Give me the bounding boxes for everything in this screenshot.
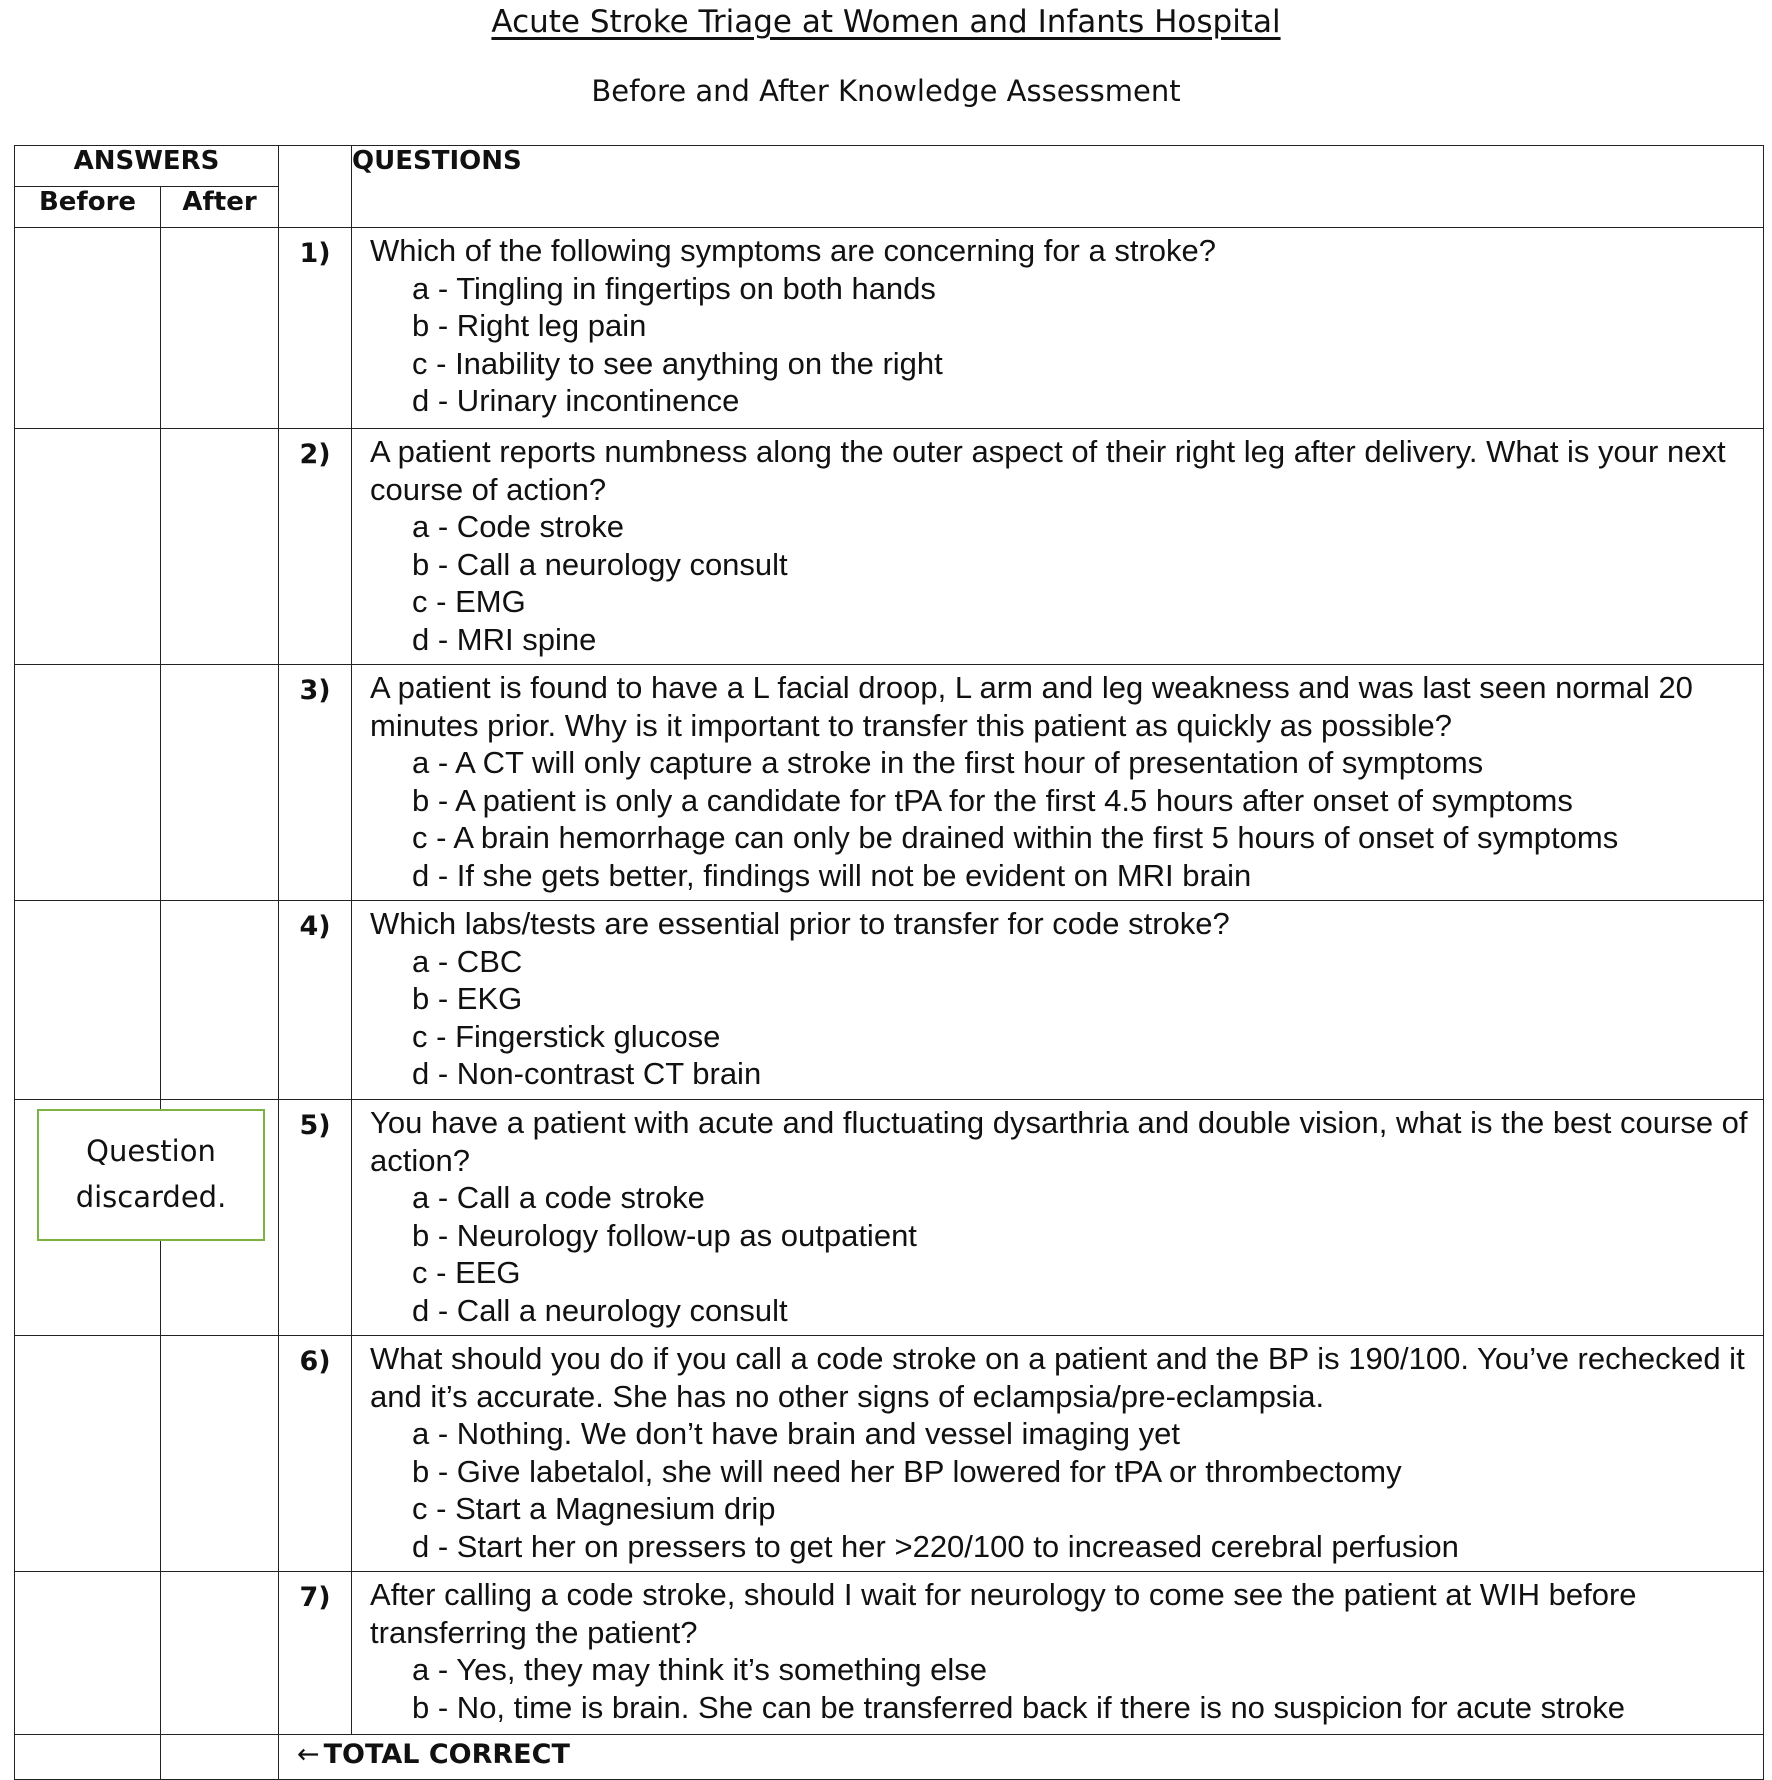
document-title: Acute Stroke Triage at Women and Infants Hospital <box>491 4 1281 40</box>
answer-option: d - Start her on pressers to get her >220/100 to increased cerebral perfusion <box>412 1528 1459 1564</box>
answer-option: b - Neurology follow-up as outpatient <box>412 1217 917 1253</box>
before-header: Before <box>15 187 161 228</box>
discard-note-line: Question <box>86 1134 216 1168</box>
number-header <box>279 146 352 228</box>
header-row <box>15 146 1764 187</box>
answer-option: d - MRI spine <box>412 621 597 657</box>
answer-option: d - Call a neurology consult <box>412 1292 788 1328</box>
answer-option: b - A patient is only a candidate for tPA for the first 4.5 hours after onset of symptoms <box>412 782 1573 818</box>
answer-option: b - Give labetalol, she will need her BP lowered for tPA or thrombectomy <box>412 1453 1402 1489</box>
question-row <box>15 1100 1764 1336</box>
question-text: What should you do if you call a code stroke on a patient and the BP is 190/100. You’ve rechecked it and it’s accurate. She has no other signs of eclampsia/pre-eclampsia. <box>370 1341 1745 1414</box>
answer-option: d - Urinary incontinence <box>412 383 740 418</box>
answer-option: c - Inability to see anything on the right <box>412 345 943 381</box>
answer-option: b - No, time is brain. She can be transferred back if there is no suspicion for acute stroke <box>412 1689 1626 1725</box>
question-row <box>15 665 1764 901</box>
question-number: 2) <box>279 429 352 665</box>
total-row <box>15 1735 1764 1780</box>
document-subtitle: Before and After Knowledge Assessment <box>591 74 1181 108</box>
answer-option: a - Yes, they may think it’s something else <box>412 1652 987 1687</box>
question-cell <box>352 901 1764 1100</box>
answer-option: d - Non-contrast CT brain <box>412 1056 762 1091</box>
after-answer-cell[interactable] <box>161 429 279 665</box>
total-correct-label: TOTAL CORRECT <box>323 1739 570 1770</box>
answer-option: a - A CT will only capture a stroke in the first hour of presentation of symptoms <box>412 745 1484 780</box>
question-row <box>15 429 1764 665</box>
question-cell <box>352 429 1764 665</box>
question-row <box>15 1336 1764 1572</box>
answer-option: b - Call a neurology consult <box>412 546 788 582</box>
before-answer-cell[interactable] <box>15 429 161 665</box>
after-answer-cell[interactable] <box>161 1572 279 1735</box>
questions-header: QUESTIONS <box>352 146 1764 228</box>
question-row <box>15 901 1764 1100</box>
answer-option: b - Right leg pain <box>412 308 647 343</box>
answer-option: c - EMG <box>412 584 526 619</box>
answer-option: c - Fingerstick glucose <box>412 1018 721 1054</box>
question-text: After calling a code stroke, should I wait for neurology to come see the patient at WIH before transferring the patient? <box>370 1577 1637 1650</box>
question-discarded-note <box>37 1109 265 1241</box>
answer-option: a - Call a code stroke <box>412 1180 705 1215</box>
after-answer-cell[interactable] <box>161 901 279 1100</box>
question-text: Which of the following symptoms are concerning for a stroke? <box>370 233 1217 268</box>
question-cell <box>352 1336 1764 1572</box>
question-number: 5) <box>279 1100 352 1336</box>
answer-option: a - Nothing. We don’t have brain and vessel imaging yet <box>412 1416 1180 1451</box>
question-number: 4) <box>279 901 352 1100</box>
after-header: After <box>161 187 279 228</box>
question-number: 3) <box>279 665 352 901</box>
before-answer-cell[interactable] <box>15 1572 161 1735</box>
answer-option: a - Tingling in fingertips on both hands <box>412 270 936 306</box>
answer-option: c - Start a Magnesium drip <box>412 1491 776 1526</box>
question-text: You have a patient with acute and fluctuating dysarthria and double vision, what is the best course of action? <box>370 1105 1748 1178</box>
answer-option: a - CBC <box>412 943 523 979</box>
after-answer-cell[interactable] <box>161 665 279 901</box>
answer-option: d - If she gets better, findings will not be evident on MRI brain <box>412 857 1252 893</box>
answer-option: a - Code stroke <box>412 509 624 544</box>
answers-header: ANSWERS <box>15 146 279 187</box>
before-answer-cell[interactable] <box>15 1336 161 1572</box>
question-number: 7) <box>279 1572 352 1735</box>
discard-note-line: discarded. <box>75 1180 227 1214</box>
answer-option: c - A brain hemorrhage can only be drained within the first 5 hours of onset of symptoms <box>412 820 1619 855</box>
before-answer-cell[interactable] <box>15 901 161 1100</box>
answer-option: c - EEG <box>412 1255 521 1290</box>
total-label-cell <box>279 1735 1764 1780</box>
question-cell <box>352 665 1764 901</box>
question-number: 6) <box>279 1336 352 1572</box>
before-answer-cell[interactable] <box>15 228 161 429</box>
question-number: 1) <box>279 228 352 429</box>
question-text: A patient is found to have a L facial droop, L arm and leg weakness and was last seen normal 20 minutes prior. Why is it important to transfer this patient as quickly as possible? <box>370 670 1693 743</box>
after-answer-cell[interactable] <box>161 1336 279 1572</box>
before-total-cell[interactable] <box>15 1735 161 1780</box>
question-text: A patient reports numbness along the outer aspect of their right leg after delivery. What is your next course of action? <box>370 434 1726 507</box>
question-row <box>15 228 1764 429</box>
question-text: Which labs/tests are essential prior to transfer for code stroke? <box>370 906 1230 941</box>
answer-option: b - EKG <box>412 981 523 1016</box>
after-total-cell[interactable] <box>161 1735 279 1780</box>
assessment-table <box>14 145 1764 1780</box>
question-cell <box>352 1572 1764 1735</box>
before-answer-cell[interactable] <box>15 665 161 901</box>
left-arrow-icon: ← <box>297 1739 320 1770</box>
question-cell <box>352 1100 1764 1336</box>
question-row <box>15 1572 1764 1735</box>
question-cell <box>352 228 1764 429</box>
after-answer-cell[interactable] <box>161 228 279 429</box>
